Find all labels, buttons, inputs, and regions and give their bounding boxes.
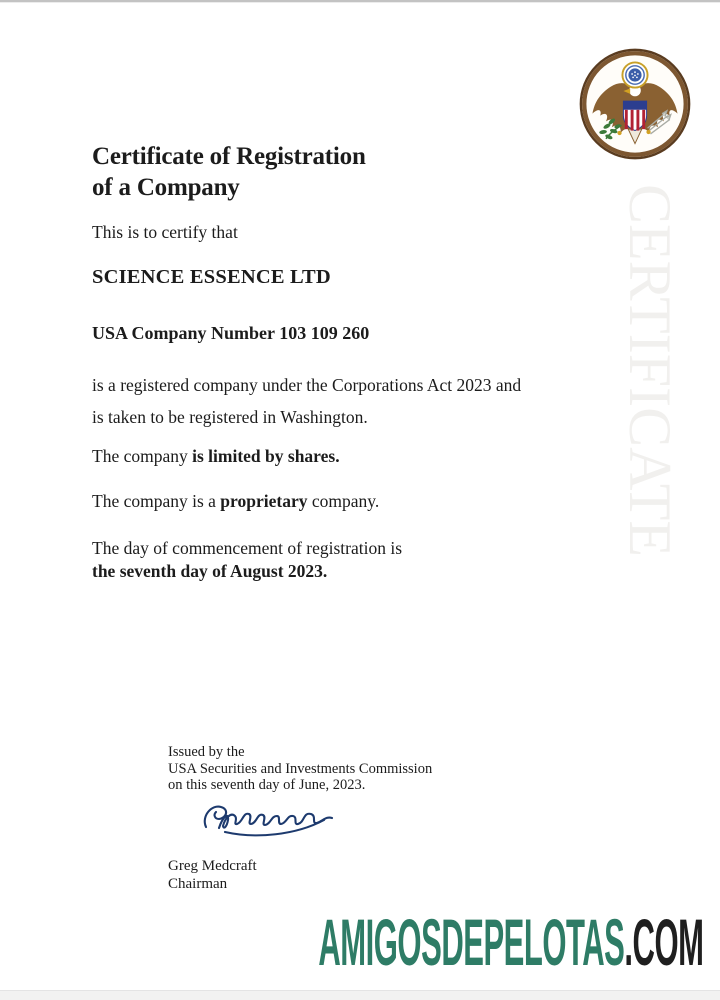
issuer-block [168, 744, 432, 794]
issuer-line-2: USA Securities and Investments Commission [168, 760, 433, 777]
bottom-strip [0, 990, 720, 1000]
limited-prefix: The company [92, 446, 193, 466]
top-divider [0, 0, 720, 3]
company-number: USA Company Number 103 109 260 [92, 323, 370, 343]
limited-clause [92, 446, 340, 467]
limited-bold: is limited by shares. [192, 446, 340, 466]
title-line-2: of a Company [92, 174, 240, 201]
issuer-line-1: Issued by the [168, 744, 245, 760]
signature-scribble-icon [198, 799, 343, 841]
proprietary-clause [92, 491, 379, 512]
proprietary-prefix: The company is a [92, 491, 221, 511]
page-title [92, 141, 366, 203]
issuer-line-3: on this seventh day of June, 2023. [168, 777, 366, 793]
intro-line: This is to certify that [92, 222, 238, 242]
certificate-watermark: CERTIFICATE [617, 184, 683, 558]
signatory-title: Chairman [168, 875, 228, 892]
brand-name: AMIGOSDEPELOTAS [317, 905, 624, 979]
commencement-paragraph [92, 537, 402, 583]
title-line-1: Certificate of Registration [92, 143, 366, 170]
site-brand-watermark [317, 905, 703, 979]
registration-line-1: is a registered company under the Corporations Act 2023 and [92, 375, 522, 395]
proprietary-bold: proprietary [220, 491, 308, 511]
registration-paragraph [92, 369, 521, 433]
proprietary-suffix: company. [307, 491, 380, 511]
commencement-line-1: The day of commencement of registration is [92, 538, 403, 558]
commencement-line-2: the seventh day of August 2023. [92, 561, 328, 581]
great-seal-icon [577, 46, 693, 162]
signatory-name: Greg Medcraft [168, 858, 257, 874]
company-name: SCIENCE ESSENCE LTD [92, 266, 331, 288]
signatory-block [168, 858, 257, 893]
registration-line-2: is taken to be registered in Washington. [92, 407, 368, 427]
brand-tld: .COM [623, 905, 703, 979]
